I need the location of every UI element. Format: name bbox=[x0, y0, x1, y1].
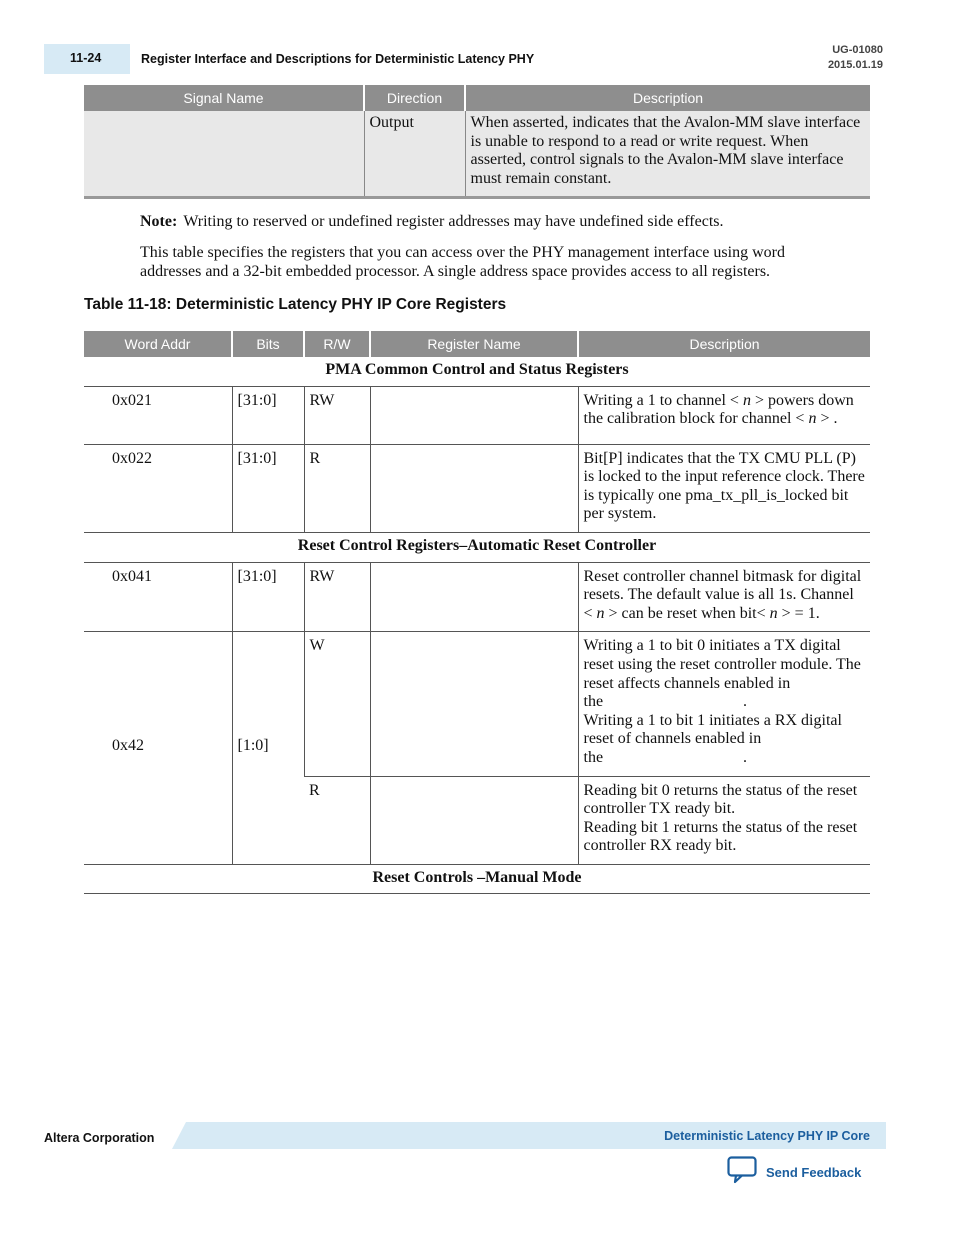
desc-var: n bbox=[596, 604, 605, 622]
table-row bbox=[84, 562, 870, 632]
bits-cell: [31:0] bbox=[232, 562, 304, 632]
table-caption: Table 11-18: Deterministic Latency PHY IP Core Registers bbox=[84, 296, 507, 313]
rw-cell: RW bbox=[304, 386, 370, 444]
page-number: 11-24 bbox=[70, 51, 102, 65]
table-row bbox=[84, 111, 870, 198]
header-register-name: Register Name bbox=[370, 331, 578, 357]
register-name-cell bbox=[370, 632, 578, 776]
table-row bbox=[84, 444, 870, 532]
desc-text: Writing a 1 to bit 1 initiates a RX digital reset of channels enabled in the bbox=[583, 711, 842, 766]
section-heading: Reset Control Registers–Automatic Reset Controller bbox=[84, 532, 870, 562]
desc-text: > = 1. bbox=[777, 604, 820, 622]
table-row bbox=[84, 632, 870, 776]
desc-text: Writing a 1 to bit 0 initiates a TX digital reset using the reset controller module. The reset affects channels enabled in the bbox=[583, 637, 861, 711]
header-description: Description bbox=[465, 85, 870, 111]
description-cell: Bit[P] indicates that the TX CMU PLL (P) is locked to the input reference clock. There is typically one pma_tx_pll_is_locked bit per system. bbox=[578, 444, 870, 532]
description-cell bbox=[578, 632, 870, 776]
section-row bbox=[84, 357, 870, 386]
footer-bar-notch bbox=[172, 1122, 186, 1149]
section-row bbox=[84, 532, 870, 562]
running-header-title: Register Interface and Descriptions for Deterministic Latency PHY bbox=[141, 52, 535, 66]
header-bits: Bits bbox=[232, 331, 304, 357]
signal-name-cell bbox=[84, 111, 364, 198]
word-addr-cell: 0x022 bbox=[84, 444, 232, 532]
note-label: Note: bbox=[140, 213, 178, 230]
desc-var: n bbox=[742, 391, 751, 409]
page-tab-notch bbox=[100, 44, 130, 74]
register-table-header bbox=[84, 331, 870, 357]
description-cell bbox=[578, 776, 870, 864]
section-row bbox=[84, 864, 870, 894]
rw-cell: W bbox=[304, 632, 370, 776]
desc-line: Reading bit 0 returns the status of the reset controller TX ready bit. bbox=[583, 781, 858, 818]
footer-company: Altera Corporation bbox=[44, 1131, 155, 1145]
document-id-block bbox=[828, 43, 883, 73]
desc-text: > . bbox=[816, 410, 838, 428]
desc-var: n bbox=[808, 410, 817, 428]
desc-text: > powers down the calibration block for channel < bbox=[583, 391, 854, 428]
note bbox=[140, 213, 724, 231]
header-description: Description bbox=[578, 331, 870, 357]
signal-table bbox=[84, 85, 870, 199]
desc-var: n bbox=[769, 604, 778, 622]
desc-line: Writing a 1 to bit 1 initiates a RX digital reset of channels enabled in the . bbox=[583, 711, 842, 766]
header-word-addr: Word Addr bbox=[84, 331, 232, 357]
signal-table-header bbox=[84, 85, 870, 111]
desc-text: > can be reset when bit< bbox=[604, 604, 770, 622]
direction-cell: Output bbox=[364, 111, 465, 198]
register-table bbox=[84, 331, 870, 894]
desc-line: Reading bit 1 returns the status of the reset controller RX ready bit. bbox=[583, 818, 858, 855]
description-cell bbox=[578, 562, 870, 632]
desc-text: Writing a 1 to channel < bbox=[583, 391, 743, 409]
rw-cell: R bbox=[304, 776, 370, 864]
register-name-cell bbox=[370, 562, 578, 632]
document-date: 2015.01.19 bbox=[827, 59, 883, 71]
register-name-cell bbox=[370, 386, 578, 444]
register-name-cell bbox=[370, 444, 578, 532]
header-direction: Direction bbox=[364, 85, 465, 111]
speech-bubble-icon bbox=[727, 1156, 757, 1189]
rw-cell: R bbox=[304, 444, 370, 532]
bits-cell: [31:0] bbox=[232, 444, 304, 532]
description-cell bbox=[578, 386, 870, 444]
section-heading: Reset Controls –Manual Mode bbox=[84, 864, 870, 894]
bits-cell: [1:0] bbox=[232, 632, 304, 865]
word-addr-cell: 0x42 bbox=[84, 632, 232, 865]
table-row bbox=[84, 386, 870, 444]
section-heading: PMA Common Control and Status Registers bbox=[84, 357, 870, 386]
note-text: Writing to reserved or undefined register addresses may have undefined side effects. bbox=[183, 213, 724, 230]
register-name-cell bbox=[370, 776, 578, 864]
footer-chapter-link[interactable]: Deterministic Latency PHY IP Core bbox=[664, 1129, 870, 1143]
desc-text: Reset controller channel bitmask for digital resets. The default value is all 1s. Channel < bbox=[583, 567, 862, 622]
header-signal-name: Signal Name bbox=[84, 85, 364, 111]
desc-line: Writing a 1 to bit 0 initiates a TX digital reset using the reset controller module. The reset affects channels enabled in the . bbox=[583, 637, 861, 711]
description-cell: When asserted, indicates that the Avalon-MM slave interface is unable to respond to a read or write request. When asserted, control signals to the Avalon-MM slave interface must remain constant. bbox=[465, 111, 870, 198]
intro-paragraph: This table specifies the registers that you can access over the PHY management interface using word addresses and a 32-bit embedded processor. A single address space provides access to all registers. bbox=[140, 244, 785, 280]
document-id: UG-01080 bbox=[832, 44, 883, 56]
word-addr-cell: 0x021 bbox=[84, 386, 232, 444]
send-feedback-label[interactable]: Send Feedback bbox=[766, 1164, 862, 1180]
word-addr-cell: 0x041 bbox=[84, 562, 232, 632]
header-rw: R/W bbox=[304, 331, 370, 357]
send-feedback-link[interactable] bbox=[727, 1158, 861, 1186]
rw-cell: RW bbox=[304, 562, 370, 632]
bits-cell: [31:0] bbox=[232, 386, 304, 444]
